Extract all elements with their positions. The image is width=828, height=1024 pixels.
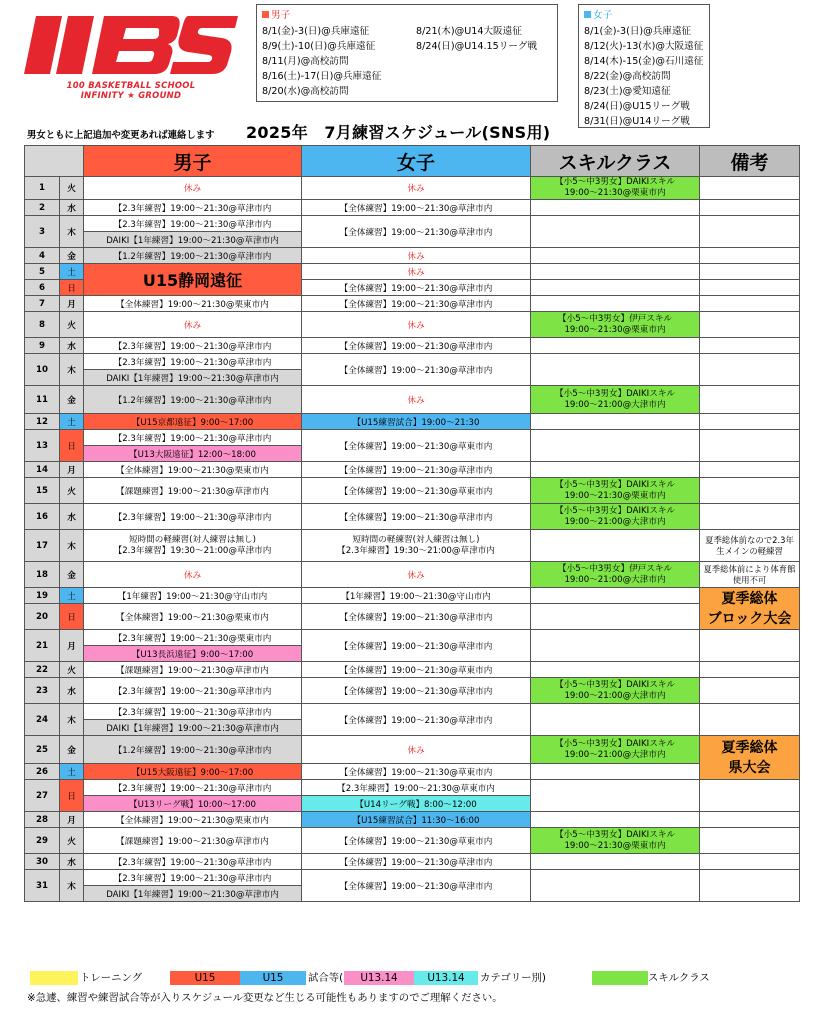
table-row [25, 530, 800, 562]
weekday: 月 [60, 462, 84, 478]
schedule-item: 8/24(日)@U15リーグ戦 [584, 101, 690, 112]
boys-cell: 【2.3年練習】19:00～21:30@草津市内 [84, 704, 302, 720]
girls-cell: 【U15練習試合】11:30～16:00 [302, 812, 531, 828]
table-row [25, 588, 800, 604]
day-number: 1 [25, 177, 60, 200]
girls-cell: 休み [302, 386, 531, 414]
boys-cell: 【2.3年練習】19:00～21:30@草津市内 [84, 200, 302, 216]
girls-cell: 休み [302, 736, 531, 764]
remarks-cell [700, 280, 800, 296]
weekday: 日 [60, 780, 84, 812]
girls-cell: 【全体練習】19:00～21:30@草東市内 [302, 764, 531, 780]
header-boys: 男子 [84, 146, 302, 177]
remarks-cell [700, 854, 800, 870]
girls-cell: 【全体練習】19:00～21:30@草東市内 [302, 430, 531, 462]
girls-cell: 【全体練習】19:00～21:30@草津市内 [302, 462, 531, 478]
boys-cell-2: DAIKI【1年練習】19:00～21:30@草津市内 [84, 886, 302, 902]
weekday: 水 [60, 338, 84, 354]
boys-cell: 【U15大阪遠征】9:00～17:00 [84, 764, 302, 780]
remarks-cell: 夏季総体前なので2.3年 生メインの軽練習 [700, 530, 800, 562]
schedule-item: 8/11(月)@高校訪問 [262, 56, 349, 67]
header-skill: スキルクラス [531, 146, 700, 177]
girls-cell: 短時間の軽練習(対人練習は無し) 【2.3年練習】19:30～21:00@草津市内 [302, 530, 531, 562]
day-number: 17 [25, 530, 60, 562]
table-row [25, 312, 800, 338]
skill-cell: 【小5～中3男女】DAIKIスキル 19:00～21:30@栗東市内 [531, 177, 700, 200]
day-number: 3 [25, 216, 60, 248]
girls-cell: 休み [302, 177, 531, 200]
skill-cell [531, 248, 700, 264]
skill-cell [531, 296, 700, 312]
remarks-cell [700, 248, 800, 264]
table-row [25, 338, 800, 354]
boys-cell: 【2.3年練習】19:00～21:30@草津市内 [84, 504, 302, 530]
table-row [25, 264, 800, 280]
boys-cell: 【2.3年練習】19:00～21:30@栗東市内 [84, 630, 302, 646]
boys-cell: 【2.3年練習】19:00～21:30@草津市内 [84, 216, 302, 232]
weekday: 金 [60, 386, 84, 414]
day-number: 29 [25, 828, 60, 854]
boys-cell: 【2.3年練習】19:00～21:30@草津市内 [84, 338, 302, 354]
day-number: 15 [25, 478, 60, 504]
weekday: 金 [60, 736, 84, 764]
legend-u13-pink: U13.14 [344, 971, 414, 985]
weekday: 木 [60, 530, 84, 562]
remarks-cell [700, 678, 800, 704]
legend-u15-blue: U15 [240, 971, 306, 985]
day-number: 2 [25, 200, 60, 216]
table-row [25, 662, 800, 678]
ibs-logo-mark [22, 14, 240, 76]
boys-cell-2: 【U13大阪遠征】12:00～18:00 [84, 446, 302, 462]
boys-cell-2: DAIKI【1年練習】19:00～21:30@草津市内 [84, 720, 302, 736]
day-number: 24 [25, 704, 60, 736]
weekday: 日 [60, 280, 84, 296]
table-row [25, 764, 800, 780]
girls-cell: 【全体練習】19:00～21:30@草津市内 [302, 870, 531, 902]
logo-line1: 100 BASKETBALL SCHOOL [66, 80, 196, 90]
girls-cell: 【全体練習】19:00～21:30@草津市内 [302, 200, 531, 216]
boys-cell: 【2.3年練習】19:00～21:30@草津市内 [84, 780, 302, 796]
table-row [25, 177, 800, 200]
girls-cell: 【全体練習】19:00～21:30@草津市内 [302, 704, 531, 736]
skill-cell [531, 604, 700, 630]
remarks-cell [700, 780, 800, 812]
boys-cell: 【課題練習】19:00～21:30@草津市内 [84, 828, 302, 854]
remarks-cell [700, 704, 800, 736]
remarks-cell [700, 462, 800, 478]
day-number: 9 [25, 338, 60, 354]
skill-cell [531, 430, 700, 462]
girls-cell: 【全体練習】19:00～21:30@草津市内 [302, 854, 531, 870]
header-remarks: 備考 [700, 146, 800, 177]
boys-cell: 【課題練習】19:00～21:30@草津市内 [84, 478, 302, 504]
skill-cell [531, 764, 700, 780]
weekday: 木 [60, 704, 84, 736]
table-row [25, 504, 800, 530]
skill-cell [531, 662, 700, 678]
remarks-cell: 夏季総体前により体育館 使用不可 [700, 562, 800, 588]
remarks-cell [700, 414, 800, 430]
weekday: 木 [60, 354, 84, 386]
boys-cell: U15静岡遠征 [84, 264, 302, 296]
skill-cell [531, 200, 700, 216]
table-row [25, 478, 800, 504]
girls-cell: 【全体練習】19:00～21:30@草東市内 [302, 828, 531, 854]
remarks-cell [700, 200, 800, 216]
girls-cell: 【全体練習】19:00～21:30@草津市内 [302, 216, 531, 248]
day-number: 4 [25, 248, 60, 264]
boys-cell: 【2.3年練習】19:00～21:30@草津市内 [84, 430, 302, 446]
weekday: 金 [60, 562, 84, 588]
boys-cell: 【課題練習】19:00～21:30@草津市内 [84, 662, 302, 678]
girls-cell: 【2.3年練習】19:00～21:30@草東市内 [302, 780, 531, 796]
girls-cell: 【全体練習】19:00～21:30@草津市内 [302, 678, 531, 704]
girls-cell: 【U15練習試合】19:00～21:30 [302, 414, 531, 430]
skill-cell: 【小5～中3男女】DAIKIスキル 19:00～21:00@大津市内 [531, 386, 700, 414]
skill-cell [531, 588, 700, 604]
table-row [25, 828, 800, 854]
remarks-cell [700, 177, 800, 200]
remarks-cell [700, 338, 800, 354]
schedule-item: 8/1(金)-3(日)@兵庫遠征 [262, 26, 370, 37]
girls-cell-2: 【U14リーグ戦】8:00～12:00 [302, 796, 531, 812]
day-number: 6 [25, 280, 60, 296]
remarks-cell [700, 630, 800, 662]
day-number: 14 [25, 462, 60, 478]
weekday: 土 [60, 414, 84, 430]
girls-cell: 【全体練習】19:00～21:30@草東市内 [302, 478, 531, 504]
skill-cell [531, 354, 700, 386]
boys-box-header: 男子 [262, 8, 290, 23]
table-row [25, 200, 800, 216]
schedule-item: 8/22(金)@高校訪問 [584, 71, 671, 82]
blue-square-icon [584, 11, 591, 18]
remarks-cell [700, 354, 800, 386]
schedule-item: 8/20(水)@高校訪問 [262, 86, 349, 97]
weekday: 火 [60, 478, 84, 504]
day-number: 10 [25, 354, 60, 386]
table-row [25, 630, 800, 646]
day-number: 30 [25, 854, 60, 870]
day-number: 7 [25, 296, 60, 312]
table-row [25, 216, 800, 232]
logo-line2: INFINITY ★ GROUND [80, 90, 182, 100]
boys-cell: 【全体練習】19:00～21:30@栗東市内 [84, 604, 302, 630]
day-number: 28 [25, 812, 60, 828]
girls-cell: 【全体練習】19:00～21:30@草津市内 [302, 296, 531, 312]
boys-cell-2: DAIKI【1年練習】19:00～21:30@草津市内 [84, 370, 302, 386]
boys-cell: 【全体練習】19:00～21:30@栗東市内 [84, 296, 302, 312]
weekday: 火 [60, 177, 84, 200]
boys-cell: 短時間の軽練習(対人練習は無し) 【2.3年練習】19:30～21:00@草津市内 [84, 530, 302, 562]
table-row [25, 854, 800, 870]
weekday: 土 [60, 264, 84, 280]
boys-cell: 【2.3年練習】19:00～21:30@草津市内 [84, 854, 302, 870]
page-title: 2025年 7月練習スケジュール(SNS用) [246, 123, 551, 142]
boys-cell: 【U15京都遠征】9:00～17:00 [84, 414, 302, 430]
remarks-cell: 夏季総体 ブロック大会 [700, 588, 800, 630]
remarks-cell [700, 216, 800, 248]
skill-cell [531, 414, 700, 430]
boys-box-col1 [262, 24, 381, 99]
skill-cell [531, 630, 700, 662]
weekday: 月 [60, 296, 84, 312]
schedule-item: 8/1(金)-3(日)@兵庫遠征 [584, 26, 692, 37]
header-day [25, 146, 84, 177]
table-row [25, 430, 800, 446]
day-number: 20 [25, 604, 60, 630]
girls-cell: 【全体練習】19:00～21:30@草津市内 [302, 630, 531, 662]
legend-match: 試合等( [308, 972, 344, 984]
header-girls: 女子 [302, 146, 531, 177]
schedule-item: 8/14(木)-15(金)@石川遠征 [584, 56, 704, 67]
remarks-cell: 夏季総体 県大会 [700, 736, 800, 780]
skill-cell: 【小5～中3男女】DAIKIスキル 19:00～21:30@栗東市内 [531, 828, 700, 854]
update-note: 男女ともに上記追加や変更あれば連絡します [27, 130, 215, 141]
remarks-cell [700, 828, 800, 854]
skill-cell: 【小5～中3男女】DAIKIスキル 19:00～21:30@栗東市内 [531, 478, 700, 504]
weekday: 木 [60, 870, 84, 902]
day-number: 26 [25, 764, 60, 780]
boys-box-col2 [416, 24, 537, 54]
boys-august-box [256, 4, 558, 102]
boys-cell: 休み [84, 177, 302, 200]
remarks-cell [700, 812, 800, 828]
boys-cell-2: DAIKI【1年練習】19:00～21:30@草津市内 [84, 232, 302, 248]
table-row [25, 736, 800, 764]
table-row [25, 248, 800, 264]
day-number: 31 [25, 870, 60, 902]
boys-cell: 【2.3年練習】19:00～21:30@草津市内 [84, 678, 302, 704]
boys-cell: 【2.3年練習】19:00～21:30@草津市内 [84, 870, 302, 886]
girls-cell: 休み [302, 312, 531, 338]
skill-cell [531, 704, 700, 736]
table-row [25, 562, 800, 588]
day-number: 18 [25, 562, 60, 588]
weekday: 水 [60, 200, 84, 216]
remarks-cell [700, 870, 800, 902]
skill-cell: 【小5～中3男女】伊戸スキル 19:00～21:30@栗東市内 [531, 312, 700, 338]
day-number: 13 [25, 430, 60, 462]
remarks-cell [700, 312, 800, 338]
weekday: 日 [60, 430, 84, 462]
skill-cell: 【小5～中3男女】伊戸スキル 19:00～21:00@大津市内 [531, 562, 700, 588]
schedule-item: 8/23(土)@愛知遠征 [584, 86, 671, 97]
remarks-cell [700, 504, 800, 530]
weekday: 水 [60, 854, 84, 870]
girls-cell: 【全体練習】19:00～21:30@草津市内 [302, 280, 531, 296]
day-number: 25 [25, 736, 60, 764]
weekday: 土 [60, 588, 84, 604]
table-row [25, 414, 800, 430]
weekday: 火 [60, 662, 84, 678]
remarks-cell [700, 430, 800, 462]
day-number: 16 [25, 504, 60, 530]
boys-cell: 【1.2年練習】19:00～21:30@草津市内 [84, 386, 302, 414]
day-number: 19 [25, 588, 60, 604]
schedule-item: 8/16(土)-17(日)@兵庫遠征 [262, 71, 382, 82]
table-row [25, 704, 800, 720]
schedule-table [24, 145, 800, 902]
remarks-cell [700, 386, 800, 414]
legend-skill: スキルクラス [648, 972, 710, 984]
table-row [25, 604, 800, 630]
weekday: 木 [60, 216, 84, 248]
legend-u15-red: U15 [170, 971, 240, 985]
weekday: 月 [60, 630, 84, 662]
weekday: 火 [60, 312, 84, 338]
legend-u14-cyan: U13.14 [414, 971, 478, 985]
skill-cell [531, 216, 700, 248]
day-number: 22 [25, 662, 60, 678]
boys-cell: 【全体練習】19:00～21:30@栗東市内 [84, 812, 302, 828]
boys-cell-2: 【U13リーグ戦】10:00～17:00 [84, 796, 302, 812]
weekday: 水 [60, 504, 84, 530]
skill-cell [531, 264, 700, 280]
legend-category: カテゴリー別) [480, 972, 546, 984]
table-row [25, 296, 800, 312]
legend-training: トレーニング [80, 972, 143, 984]
skill-cell [531, 780, 700, 812]
legend-swatch-skill [592, 971, 648, 985]
girls-august-box [578, 4, 710, 128]
remarks-cell [700, 264, 800, 280]
weekday: 土 [60, 764, 84, 780]
girls-cell: 【全体練習】19:00～21:30@草津市内 [302, 338, 531, 354]
girls-cell: 【全体練習】19:00～21:30@草津市内 [302, 504, 531, 530]
weekday: 月 [60, 812, 84, 828]
girls-cell: 休み [302, 248, 531, 264]
table-row [25, 780, 800, 796]
skill-cell [531, 338, 700, 354]
boys-cell: 【2.3年練習】19:00～21:30@草津市内 [84, 354, 302, 370]
header-row [25, 146, 800, 177]
skill-cell [531, 280, 700, 296]
girls-cell: 【全体練習】19:00～21:30@草津市内 [302, 354, 531, 386]
skill-cell: 【小5～中3男女】DAIKIスキル 19:00～21:00@大津市内 [531, 504, 700, 530]
footer-note: ※急遽、練習や練習試合等が入りスケジュール変更など生じる可能性もありますのでご理解ください。 [27, 992, 503, 1004]
day-number: 5 [25, 264, 60, 280]
day-number: 27 [25, 780, 60, 812]
schedule-item: 8/31(日)@U14リーグ戦 [584, 116, 690, 127]
skill-cell: 【小5～中3男女】DAIKIスキル 19:00～21:00@大津市内 [531, 736, 700, 764]
red-square-icon [262, 11, 269, 18]
girls-cell: 休み [302, 562, 531, 588]
boys-cell: 休み [84, 562, 302, 588]
table-row [25, 354, 800, 370]
weekday: 水 [60, 678, 84, 704]
boys-cell: 休み [84, 312, 302, 338]
schedule-item: 8/12(火)-13(水)@大阪遠征 [584, 41, 704, 52]
skill-cell: 【小5～中3男女】DAIKIスキル 19:00～21:00@大津市内 [531, 678, 700, 704]
skill-cell [531, 530, 700, 562]
girls-cell: 休み [302, 264, 531, 280]
schedule-item: 8/24(日)@U14.15リーグ戦 [416, 41, 538, 52]
day-number: 21 [25, 630, 60, 662]
girls-cell: 【全体練習】19:00～21:30@草津市内 [302, 604, 531, 630]
girls-cell: 【全体練習】19:00～21:30@草東市内 [302, 662, 531, 678]
schedule-item: 8/9(土)-10(日)@兵庫遠征 [262, 41, 376, 52]
schedule-item: 8/21(木)@U14大阪遠征 [416, 26, 522, 37]
boys-cell: 【1.2年練習】19:00～21:30@草津市内 [84, 248, 302, 264]
boys-cell: 【1.2年練習】19:00～21:30@草津市内 [84, 736, 302, 764]
legend-swatch-training [30, 971, 78, 985]
table-row [25, 870, 800, 886]
remarks-cell [700, 296, 800, 312]
table-row [25, 386, 800, 414]
girls-box-list [584, 24, 703, 129]
skill-cell [531, 854, 700, 870]
weekday: 金 [60, 248, 84, 264]
girls-cell: 【1年練習】19:00～21:30@守山市内 [302, 588, 531, 604]
weekday: 日 [60, 604, 84, 630]
boys-cell: 【1年練習】19:00～21:30@守山市内 [84, 588, 302, 604]
remarks-cell [700, 478, 800, 504]
day-number: 12 [25, 414, 60, 430]
girls-box-header: 女子 [584, 8, 612, 23]
remarks-cell [700, 662, 800, 678]
weekday: 火 [60, 828, 84, 854]
day-number: 8 [25, 312, 60, 338]
day-number: 23 [25, 678, 60, 704]
boys-cell-2: 【U13長浜遠征】9:00～17:00 [84, 646, 302, 662]
skill-cell [531, 462, 700, 478]
skill-cell [531, 812, 700, 828]
table-row [25, 678, 800, 704]
table-row [25, 812, 800, 828]
day-number: 11 [25, 386, 60, 414]
skill-cell [531, 870, 700, 902]
boys-cell: 【全体練習】19:00～21:30@栗東市内 [84, 462, 302, 478]
table-row [25, 462, 800, 478]
